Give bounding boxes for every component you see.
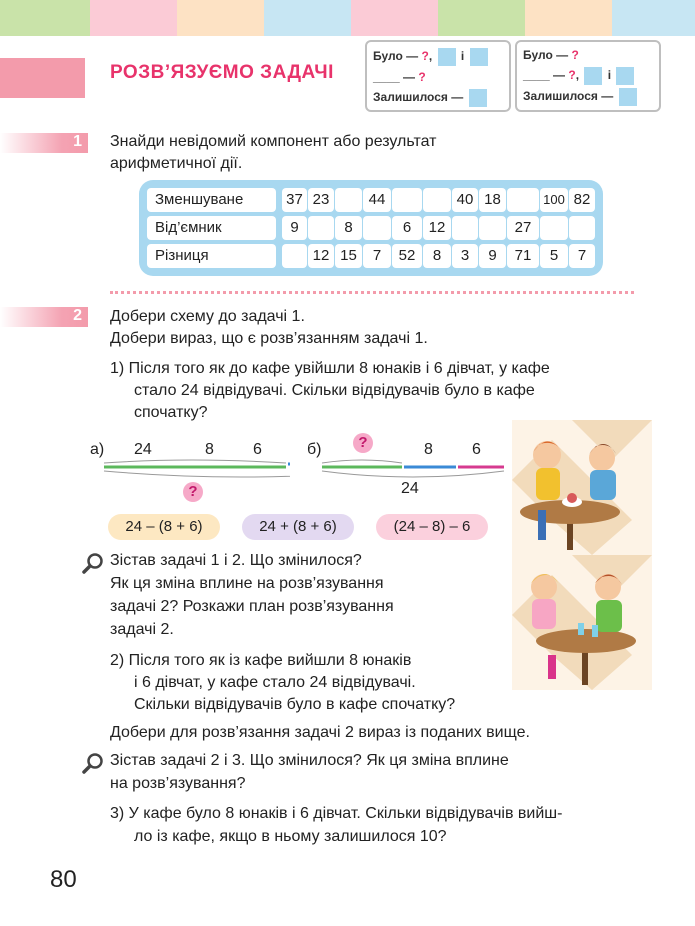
table-cell: 71 bbox=[507, 244, 539, 268]
table-cell[interactable] bbox=[507, 188, 539, 212]
task-number-badge: 1 bbox=[0, 133, 88, 153]
diagram-b-brace bbox=[322, 460, 402, 463]
diagram-a-brace bbox=[104, 460, 286, 463]
table-cell: 7 bbox=[569, 244, 595, 268]
table-cell[interactable] bbox=[308, 216, 334, 240]
diagram-a-seg2: 8 bbox=[205, 441, 214, 458]
blank-square bbox=[469, 89, 487, 107]
table-cell: 82 bbox=[569, 188, 595, 212]
expression-option-3[interactable]: (24 – 8) – 6 bbox=[376, 514, 488, 540]
expression-option-2[interactable]: 24 + (8 + 6) bbox=[242, 514, 354, 540]
task-number-badge: 2 bbox=[0, 307, 88, 327]
diagram-a-brace bbox=[104, 471, 290, 477]
cafe-illustration-1 bbox=[512, 420, 652, 555]
schema-box-1: Було — ?, і ____ — ? Залишилося — bbox=[365, 40, 511, 112]
problem2-line3: Скільки відвідувачів було в кафе спочатку? bbox=[134, 696, 456, 713]
compare1-line3: задачі 2? Розкажи план розв’язування bbox=[110, 598, 394, 615]
compare1-line2: Як ця зміна вплине на розв’язування bbox=[110, 575, 384, 592]
table-cell[interactable] bbox=[540, 216, 568, 240]
table-cell[interactable] bbox=[282, 244, 307, 268]
table-cell[interactable] bbox=[423, 188, 451, 212]
page-number: 80 bbox=[50, 866, 77, 893]
table-cell: 44 bbox=[363, 188, 391, 212]
table-cell: 52 bbox=[392, 244, 422, 268]
table-cell[interactable] bbox=[335, 188, 362, 212]
header-stripe bbox=[264, 0, 351, 36]
table-cell: 9 bbox=[282, 216, 307, 240]
question-mark-icon: ? bbox=[183, 482, 203, 502]
diagram-a-label: а) bbox=[90, 441, 105, 458]
table-cell[interactable] bbox=[363, 216, 391, 240]
compare2-line2: на розв’язування? bbox=[110, 775, 246, 792]
compare2-line1: Зістав задачі 2 і 3. Що змінилося? Як ця зміна вплине bbox=[110, 752, 509, 769]
blank-square bbox=[619, 88, 637, 106]
compare1-line4: задачі 2. bbox=[110, 621, 174, 638]
problem3-line2: ло із кафе, якщо в ньому залишилося 10? bbox=[134, 828, 447, 845]
problem1-line1: 1) Після того як до кафе увійшли 8 юнаків і 6 дівчат, у кафе bbox=[110, 360, 550, 377]
diagram-a-seg1: 24 bbox=[134, 441, 152, 458]
diagram-a-seg3: 6 bbox=[253, 441, 262, 458]
table-cell: 3 bbox=[452, 244, 478, 268]
diagram-b-seg3: 6 bbox=[472, 441, 481, 458]
compare1-line1: Зістав задачі 1 і 2. Що змінилося? bbox=[110, 552, 362, 569]
title-accent-bar bbox=[0, 58, 85, 98]
header-stripe bbox=[0, 0, 90, 36]
page-title: РОЗВ’ЯЗУЄМО ЗАДАЧІ bbox=[110, 62, 334, 83]
task2-text-line1: Добери схему до задачі 1. bbox=[110, 308, 305, 325]
table-cell[interactable] bbox=[392, 188, 422, 212]
table-row-header: Зменшуване bbox=[147, 188, 276, 212]
diagram-b-brace bbox=[322, 471, 504, 477]
task1-text-line1: Знайди невідомий компонент або результат bbox=[110, 133, 437, 150]
diagram-a-segments bbox=[100, 455, 290, 483]
diagram-b-segments bbox=[318, 455, 508, 483]
table-row-header: Від’ємник bbox=[147, 216, 276, 240]
table-cell[interactable] bbox=[479, 216, 506, 240]
blank-square bbox=[470, 48, 488, 66]
blank-square bbox=[616, 67, 634, 85]
expression-option-1[interactable]: 24 – (8 + 6) bbox=[108, 514, 220, 540]
header-stripe bbox=[90, 0, 177, 36]
diagram-b-seg2: 8 bbox=[424, 441, 433, 458]
table-row-header: Різниця bbox=[147, 244, 276, 268]
table-cell[interactable] bbox=[569, 216, 595, 240]
magnifier-icon bbox=[82, 552, 104, 574]
question-mark-icon: ? bbox=[353, 433, 373, 453]
table-cell: 12 bbox=[423, 216, 451, 240]
cafe-illustration-2 bbox=[512, 555, 652, 690]
table-cell: 18 bbox=[479, 188, 506, 212]
task1-text-line2: арифметичної дії. bbox=[110, 155, 243, 172]
problem2-line2: і 6 дівчат, у кафе стало 24 відвідувачі. bbox=[134, 674, 416, 691]
table-cell: 27 bbox=[507, 216, 539, 240]
table-cell: 9 bbox=[479, 244, 506, 268]
header-stripe bbox=[177, 0, 264, 36]
blank-square bbox=[438, 48, 456, 66]
header-stripe bbox=[351, 0, 438, 36]
table-cell: 6 bbox=[392, 216, 422, 240]
header-stripe bbox=[612, 0, 695, 36]
schema1-label: Було — bbox=[373, 49, 419, 64]
problem1-line3: спочатку? bbox=[134, 404, 208, 421]
subtraction-table bbox=[139, 180, 603, 276]
table-cell: 8 bbox=[423, 244, 451, 268]
table-cell: 12 bbox=[308, 244, 334, 268]
table-cell: 23 bbox=[308, 188, 334, 212]
table-cell: 7 bbox=[363, 244, 391, 268]
table-cell: 15 bbox=[335, 244, 362, 268]
table-cell: 5 bbox=[540, 244, 568, 268]
task2-text-line2: Добери вираз, що є розв’язанням задачі 1. bbox=[110, 330, 428, 347]
table-cell: 37 bbox=[282, 188, 307, 212]
header-stripe bbox=[525, 0, 612, 36]
schema-box-2: Було — ? ____ — ?, і Залишилося — bbox=[515, 40, 661, 112]
table-cell: 8 bbox=[335, 216, 362, 240]
problem2-line1: 2) Після того як із кафе вийшли 8 юнаків bbox=[110, 652, 412, 669]
problem1-line2: стало 24 відвідувачі. Скільки відвідувачів було в кафе bbox=[134, 382, 535, 399]
dotted-divider bbox=[110, 291, 634, 294]
table-cell[interactable] bbox=[452, 216, 478, 240]
problem3-line1: 3) У кафе було 8 юнаків і 6 дівчат. Скільки відвідувачів вийш- bbox=[110, 805, 563, 822]
diagram-b-label: б) bbox=[307, 441, 322, 458]
table-cell: 100 bbox=[540, 188, 568, 212]
table-cell: 40 bbox=[452, 188, 478, 212]
header-stripe bbox=[438, 0, 525, 36]
choose-expression-text: Добери для розв’язання задачі 2 вираз із поданих вище. bbox=[110, 724, 530, 741]
magnifier-icon bbox=[82, 752, 104, 774]
blank-square bbox=[584, 67, 602, 85]
diagram-b-total: 24 bbox=[401, 480, 419, 497]
